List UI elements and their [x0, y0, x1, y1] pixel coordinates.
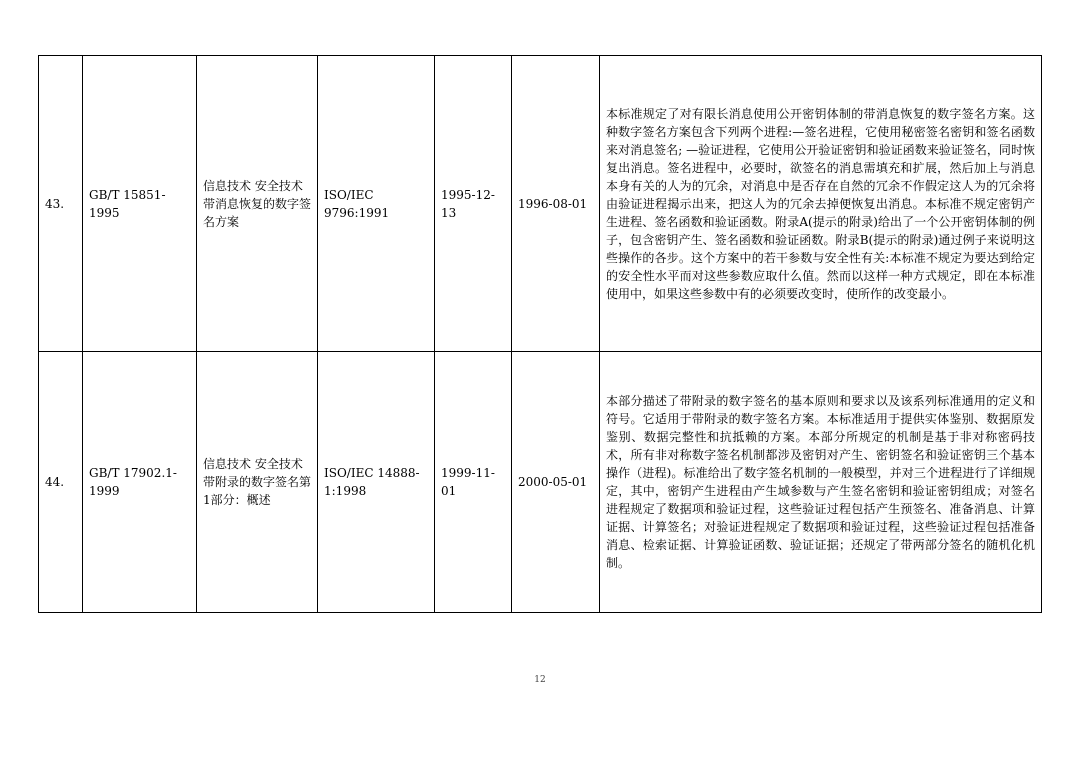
page-number: 12	[534, 675, 546, 685]
international-standard: ISO/IEC 9796:1991	[318, 56, 435, 352]
implementation-date: 1996-08-01	[512, 56, 600, 352]
standard-code: GB/T 17902.1-1999	[83, 352, 197, 613]
standard-title: 信息技术 安全技术带附录的数字签名第1部分：概述	[197, 352, 318, 613]
table-row	[39, 352, 1042, 613]
issue-date: 1995-12-13	[435, 56, 512, 352]
issue-date: 1999-11-01	[435, 352, 512, 613]
implementation-date: 2000-05-01	[512, 352, 600, 613]
standard-description: 本部分描述了带附录的数字签名的基本原则和要求以及该系列标准通用的定义和符号。它适用于带附录的数字签名方案。本标准适用于提供实体鉴别、数据原发鉴别、数据完整性和抗抵赖的方案。本部分所规定的机制是基于非对称密码技术，所有非对称数字签名机制都涉及密钥对产生、密钥签名和验证密钥三个基本操作（进程)。标准给出了数字签名机制的一般模型，并对三个进程进行了详细规定，其中，密钥产生进程由产生域参数与产生签名密钥和验证密钥组成；对签名进程规定了数据项和验证过程，这些验证过程包括产生预签名、准备消息、计算证据、计算签名；对验证进程规定了数据项和验证过程，这些验证过程包括准备消息、检索证据、计算验证函数、验证证据；还规定了带两部分签名的随机化机制。	[600, 352, 1042, 613]
standard-code: GB/T 15851-1995	[83, 56, 197, 352]
standard-title: 信息技术 安全技术带消息恢复的数字签名方案	[197, 56, 318, 352]
standard-description: 本标准规定了对有限长消息使用公开密钥体制的带消息恢复的数字签名方案。这种数字签名方案包含下列两个进程:—签名进程，它使用秘密签名密钥和签名函数来对消息签名; —验证进程，它使用公开验证密钥和验证函数来验证签名，同时恢复出消息。签名进程中，必要时，欲签名的消息需填充和扩展，然后加上与消息本身有关的人为的冗余，对消息中是否存在自然的冗余不作假定这人为的冗余将由验证进程揭示出来，把这人为的冗余去掉便恢复出消息。本标准不规定密钥产生进程、签名函数和验证函数。附录A(提示的附录)给出了一个公开密钥体制的例子，包含密钥产生、签名函数和验证函数。附录B(提示的附录)通过例子来说明这些操作的各步。这个方案中的若干参数与安全性有关:本标准不规定为要达到给定的安全性水平而对这些参数应取什么值。然而以这样一种方式规定，即在本标准使用中，如果这些参数中有的必须要改变时，使所作的改变最小。	[600, 56, 1042, 352]
row-number: 44.	[39, 352, 83, 613]
table-row	[39, 56, 1042, 352]
international-standard: ISO/IEC 14888-1:1998	[318, 352, 435, 613]
standards-table	[38, 55, 1042, 613]
row-number: 43.	[39, 56, 83, 352]
